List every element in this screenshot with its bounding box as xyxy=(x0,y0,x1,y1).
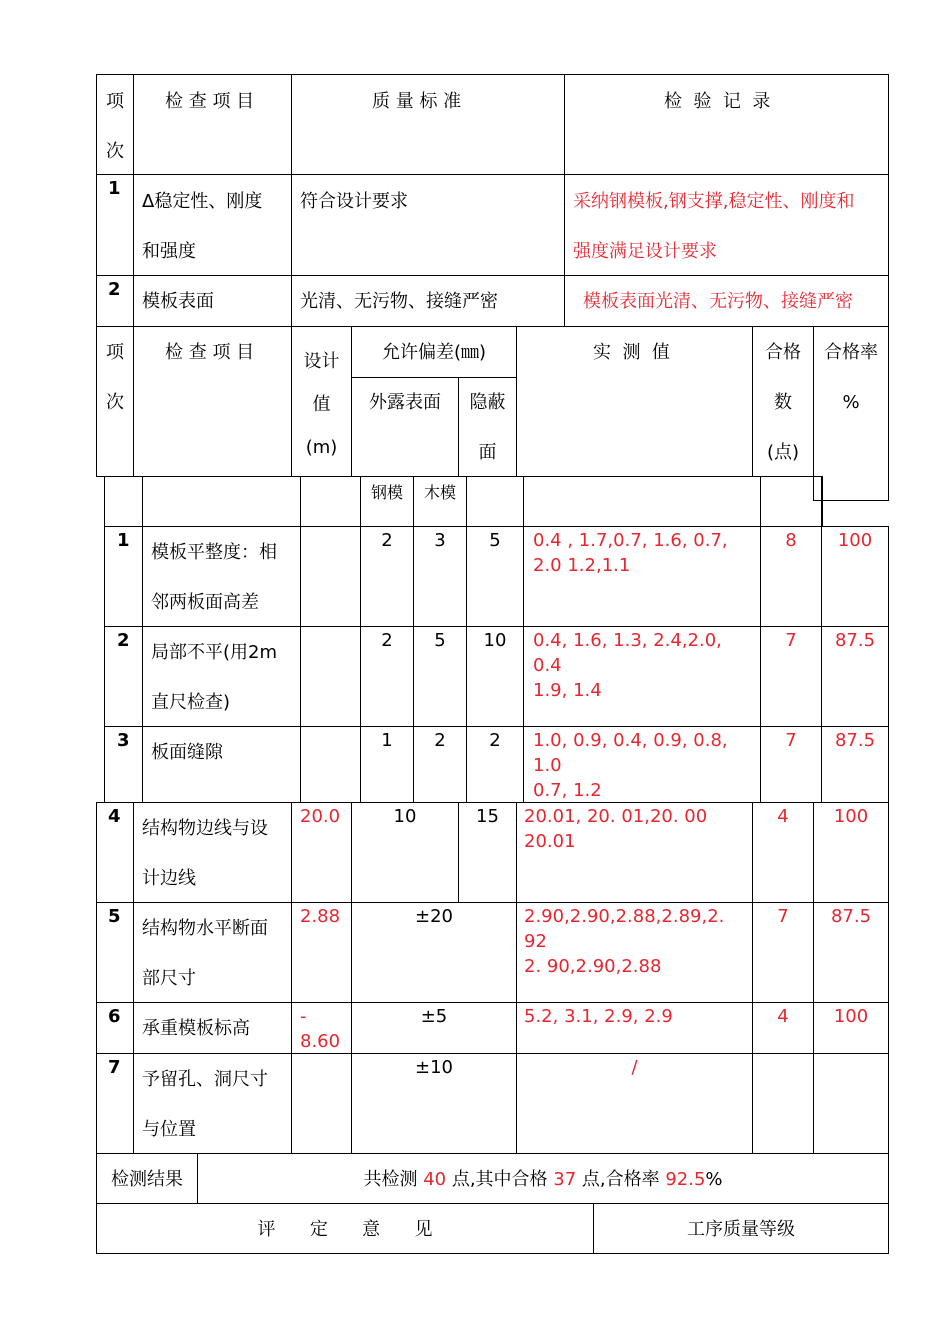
b2-hidden: 10 xyxy=(483,630,507,651)
result-mid1: 点,其中合格 xyxy=(446,1169,554,1190)
h1-item: 检 查 项 目 xyxy=(165,91,255,112)
h1-record: 检 验 记 录 xyxy=(664,91,771,112)
h2-exposed: 外露表面 xyxy=(369,392,441,413)
a1-record: 采纳钢模板,钢支撑,稳定性、刚度和 强度满足设计要求 xyxy=(573,191,855,262)
c5-no: 5 xyxy=(108,906,121,927)
c5-item: 结构物水平断面 部尺寸 xyxy=(142,918,268,989)
a1-item: Δ稳定性、刚度 和强度 xyxy=(142,191,263,262)
c7-rate-cell xyxy=(813,1053,889,1154)
result-prefix: 共检测 xyxy=(363,1169,424,1190)
c7-count-cell xyxy=(752,1053,814,1154)
c4-design: 20.0 xyxy=(300,806,341,827)
h2-measured: 实 测 值 xyxy=(593,342,670,363)
a2-record: 模板表面光清、无污物、接缝严密 xyxy=(583,291,853,312)
sub-hidden-cell xyxy=(466,476,524,527)
c6-no: 6 xyxy=(108,1006,121,1027)
sub-design-cell xyxy=(300,476,361,527)
b3-wood: 2 xyxy=(434,730,446,751)
sub-count-cell xyxy=(760,476,822,527)
c4-exposed: 10 xyxy=(393,806,417,827)
c4-no: 4 xyxy=(108,806,121,827)
b2-no: 2 xyxy=(117,630,130,651)
b1-rate: 100 xyxy=(837,530,873,551)
b2-count: 7 xyxy=(785,630,797,651)
result-suffix: % xyxy=(705,1169,723,1190)
result-text xyxy=(197,1155,889,1205)
b1-design-cell xyxy=(300,526,361,627)
c7-no: 7 xyxy=(108,1057,121,1078)
c6-measured: 5.2, 3.1, 2.9, 2.9 xyxy=(524,1006,673,1027)
b2-wood: 5 xyxy=(434,630,446,651)
h2-no: 项 次 xyxy=(106,342,124,413)
c4-count: 4 xyxy=(777,806,789,827)
c5-design: 2.88 xyxy=(300,906,341,927)
h1-standard: 质 量 标 准 xyxy=(372,91,462,112)
sub-measured-cell xyxy=(523,476,761,527)
h2-rate: 合格率 % xyxy=(824,342,878,413)
opinion-label: 评 定 意 见 xyxy=(257,1219,433,1240)
c6-count: 4 xyxy=(777,1006,789,1027)
b1-measured: 0.4 , 1.7,0.7, 1.6, 0.7, 2.0 1.2,1.1 xyxy=(533,530,728,576)
sub-steel: 钢模 xyxy=(370,483,403,502)
c6-design: - 8.60 xyxy=(300,1006,341,1052)
result-passed: 37 xyxy=(553,1169,577,1190)
b2-design-cell xyxy=(300,626,361,727)
h2-design: 设计 值 (m) xyxy=(303,351,340,458)
c6-item: 承重模板标高 xyxy=(142,1018,250,1039)
b2-measured: 0.4, 1.6, 1.3, 2.4,2.0, 0.4 1.9, 1.4 xyxy=(533,630,722,701)
b3-measured: 1.0, 0.9, 0.4, 0.9, 0.8, 1.0 0.7, 1.2 xyxy=(533,730,728,801)
b3-no: 3 xyxy=(117,730,130,751)
b1-wood: 3 xyxy=(434,530,446,551)
h2-hidden: 隐蔽 面 xyxy=(469,392,506,463)
b3-design-cell xyxy=(300,726,361,803)
sub-no-cell xyxy=(104,476,143,527)
c5-allow: ±20 xyxy=(415,906,453,927)
result-mid2: 点,合格率 xyxy=(576,1169,666,1190)
b3-rate: 87.5 xyxy=(834,730,876,751)
b1-no: 1 xyxy=(117,530,130,551)
b1-steel: 2 xyxy=(381,530,393,551)
result-total: 40 xyxy=(423,1169,447,1190)
h2-allow: 允许偏差(㎜) xyxy=(381,342,487,363)
c5-measured: 2.90,2.90,2.88,2.89,2. 92 2. 90,2.90,2.88 xyxy=(524,906,725,977)
h2-count: 合格 数 (点) xyxy=(765,342,801,463)
b1-hidden: 5 xyxy=(489,530,501,551)
b1-count: 8 xyxy=(785,530,797,551)
b3-hidden: 2 xyxy=(489,730,501,751)
c6-allow: ±5 xyxy=(420,1006,448,1027)
b3-item: 板面缝隙 xyxy=(151,742,223,763)
c4-item: 结构物边线与设 计边线 xyxy=(142,818,268,889)
h2-item: 检 查 项 目 xyxy=(165,342,255,363)
a2-standard: 光清、无污物、接缝严密 xyxy=(300,291,498,312)
grade-label: 工序质量等级 xyxy=(687,1219,795,1240)
b3-steel: 1 xyxy=(381,730,393,751)
result-label: 检测结果 xyxy=(111,1169,183,1190)
b2-steel: 2 xyxy=(381,630,393,651)
c6-rate: 100 xyxy=(833,1006,869,1027)
c5-rate: 87.5 xyxy=(830,906,872,927)
a1-standard: 符合设计要求 xyxy=(300,191,408,212)
sub-wood: 木模 xyxy=(423,483,456,502)
c7-allow: ±10 xyxy=(415,1057,453,1078)
c4-measured: 20.01, 20. 01,20. 00 20.01 xyxy=(524,806,708,852)
a2-no: 2 xyxy=(108,279,121,300)
c7-measured: / xyxy=(631,1057,638,1078)
b2-rate: 87.5 xyxy=(834,630,876,651)
sub-item-cell xyxy=(142,476,301,527)
c7-design-cell xyxy=(291,1053,352,1154)
a2-item: 模板表面 xyxy=(142,291,214,312)
c7-item: 予留孔、洞尺寸 与位置 xyxy=(142,1069,268,1140)
c4-hidden: 15 xyxy=(476,806,499,827)
result-rate: 92.5 xyxy=(665,1169,706,1190)
b2-item: 局部不平(用2m 直尺检查) xyxy=(151,642,278,713)
c5-count: 7 xyxy=(777,906,789,927)
b3-count: 7 xyxy=(785,730,797,751)
h1-no: 项 次 xyxy=(106,91,124,162)
c4-rate: 100 xyxy=(833,806,869,827)
sub-rate-line xyxy=(821,476,823,527)
b1-item: 模板平整度：相 邻两板面高差 xyxy=(151,542,277,613)
a1-no: 1 xyxy=(108,178,121,199)
